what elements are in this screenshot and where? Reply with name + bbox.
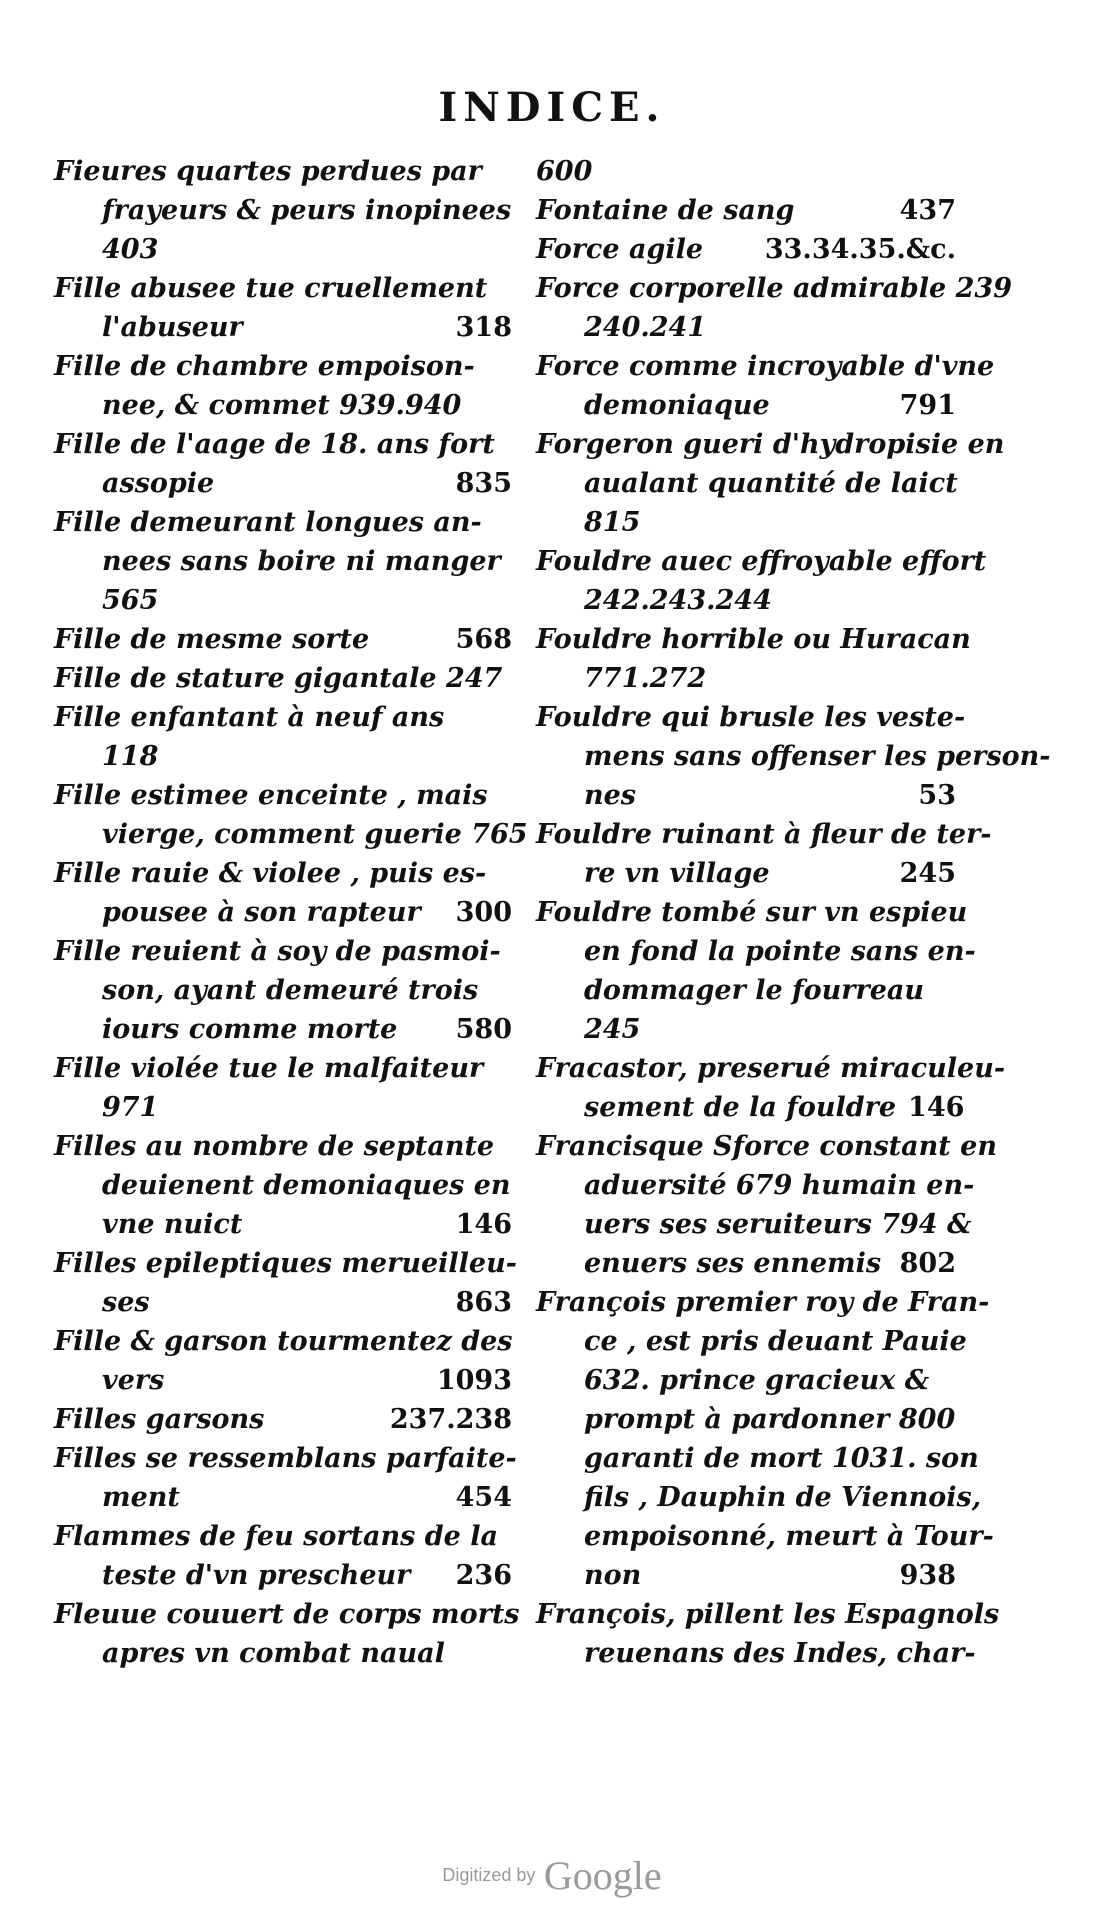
- index-page-number: [944, 581, 956, 620]
- index-entry-text: reuenans des Indes, char-: [584, 1638, 976, 1669]
- index-page-number: [976, 932, 988, 971]
- index-entry-text: Force corporelle admirable 239: [536, 273, 1012, 304]
- index-page-number: [500, 347, 512, 386]
- index-entry-line: [536, 1127, 997, 1166]
- index-entry-text: aduersité 679 humain en-: [584, 1170, 975, 1201]
- index-entry-line: [54, 542, 512, 581]
- index-page-number: [500, 503, 512, 542]
- index-entry-line: [536, 971, 956, 1010]
- index-entry-line: [54, 1439, 517, 1478]
- index-entry: [54, 1439, 517, 1517]
- index-page-number: [944, 971, 956, 1010]
- index-page-number: [500, 971, 512, 1010]
- index-entry: [54, 659, 512, 698]
- index-entry: [54, 1127, 512, 1244]
- index-entry-line: [54, 1049, 512, 1088]
- index-entry-line: [54, 776, 512, 815]
- index-entry-text: uers ses seruiteurs 794 &: [584, 1209, 972, 1240]
- index-entry-text: Fouldre auec effroyable effort: [536, 546, 987, 577]
- index-entry-text: frayeurs & peurs inopinees: [102, 195, 512, 226]
- index-entry-line: [536, 620, 971, 659]
- index-entry-line: [54, 386, 512, 425]
- index-entry-text: nee, & commet 939.940: [102, 390, 462, 421]
- index-entry-line: [54, 464, 512, 503]
- index-entry-line: [536, 425, 1005, 464]
- index-entry: [536, 1049, 1006, 1127]
- index-entry-line: [54, 1127, 512, 1166]
- index-entry-text: 118: [102, 741, 159, 772]
- index-entry-line: [536, 230, 956, 269]
- index-entry-text: Forgeron gueri d'hydropisie en: [536, 429, 1005, 460]
- index-page-number: [994, 347, 1006, 386]
- index-page-number: [967, 1322, 979, 1361]
- index-entry-line: [536, 1010, 956, 1049]
- index-entry-line: [536, 1322, 967, 1361]
- index-entry: [54, 347, 512, 425]
- index-entry: [536, 1283, 994, 1595]
- index-page-number: [976, 1634, 988, 1673]
- index-entry-line: [54, 1595, 520, 1634]
- index-entry-line: [54, 659, 512, 698]
- index-page-number: [500, 269, 512, 308]
- index-entry-line: [536, 464, 956, 503]
- index-entry-line: [536, 815, 992, 854]
- index-entry: [54, 1595, 520, 1673]
- index-entry-text: 240.241: [584, 312, 707, 343]
- index-entry-line: [54, 269, 512, 308]
- index-page-number: 437: [899, 195, 956, 226]
- index-entry-line: [54, 425, 512, 464]
- index-entry-text: 245: [584, 1014, 641, 1045]
- index-entry: [536, 1127, 997, 1283]
- index-entry: [54, 1517, 512, 1595]
- index-page-number: [517, 1439, 529, 1478]
- index-entry-line: [536, 1205, 972, 1244]
- index-page-number: [501, 542, 513, 581]
- index-entry-text: Fouldre qui brusle les veste-: [536, 702, 966, 733]
- index-page-number: [986, 542, 998, 581]
- index-page-number: 580: [455, 1014, 512, 1045]
- index-entry-text: Fille de l'aage de 18. ans fort: [54, 429, 495, 460]
- index-entry: [536, 191, 956, 230]
- index-page-number: 938: [899, 1560, 956, 1591]
- index-entry: [536, 815, 992, 893]
- index-entry-text: pousee à son rapteur: [102, 897, 421, 928]
- index-entry-text: 632. prince gracieux &: [584, 1365, 930, 1396]
- index-page-number: [971, 620, 983, 659]
- index-entry: [536, 269, 1012, 347]
- index-entry-line: [54, 1010, 512, 1049]
- index-page-number: [1050, 737, 1062, 776]
- index-entry-line: [536, 1517, 994, 1556]
- index-page-number: 802: [899, 1248, 956, 1279]
- index-entry-line: [54, 1556, 512, 1595]
- index-page-number: 33.34.35.&c.: [764, 234, 956, 265]
- index-entry: [54, 269, 512, 347]
- index-page-number: [958, 464, 970, 503]
- index-page-number: [520, 1595, 532, 1634]
- index-entry-line: [54, 932, 512, 971]
- index-entry-text: Filles garsons: [54, 1404, 265, 1435]
- index-page-number: [994, 1517, 1006, 1556]
- index-entry-line: [54, 347, 512, 386]
- index-entry-text: l'abuseur: [102, 312, 243, 343]
- index-page-number: [997, 1127, 1009, 1166]
- index-entry-text: fils , Dauphin de Viennois,: [584, 1482, 982, 1513]
- index-entry-line: [536, 1478, 982, 1517]
- index-entry-text: 565: [102, 585, 159, 616]
- index-entry-text: Fille de chambre empoison-: [54, 351, 475, 382]
- index-entry-line: [536, 269, 1012, 308]
- index-entry-line: [536, 1439, 979, 1478]
- index-entry-text: vers: [102, 1365, 165, 1396]
- index-entry-text: garanti de mort 1031. son: [584, 1443, 979, 1474]
- index-entry-line: [54, 1517, 512, 1556]
- index-entry-line: [536, 698, 966, 737]
- index-page-number: 237.238: [389, 1404, 512, 1435]
- index-entry-text: Fille & garson tourmentez des: [54, 1326, 513, 1357]
- index-entry-line: [536, 1361, 956, 1400]
- index-page-number: 791: [899, 390, 956, 421]
- index-entry-line: [54, 1088, 512, 1127]
- index-entry-text: nees sans boire ni manger: [102, 546, 501, 577]
- index-entry-line: [536, 1634, 976, 1673]
- index-page-number: [500, 776, 512, 815]
- index-entry-text: 815: [584, 507, 641, 538]
- index-entry-line: [536, 776, 956, 815]
- index-entry-text: Fille violée tue le malfaiteur: [54, 1053, 484, 1084]
- index-entry-line: [54, 815, 528, 854]
- index-entry-text: Fracastor, preserué miraculeu-: [536, 1053, 1006, 1084]
- index-page-number: 236: [455, 1560, 512, 1591]
- index-entry-text: nes: [584, 780, 637, 811]
- index-entry-line: [536, 1049, 1006, 1088]
- index-entry: [54, 1322, 512, 1400]
- index-entry-line: [536, 581, 956, 620]
- index-entry-text: ce , est pris deuant Pauie: [584, 1326, 967, 1357]
- index-page-number: [999, 1595, 1011, 1634]
- index-page-number: 245: [899, 858, 956, 889]
- index-entry-line: [54, 971, 512, 1010]
- index-page-number: 835: [455, 468, 512, 499]
- index-entry-line: [54, 152, 512, 191]
- index-page-number: [981, 1478, 993, 1517]
- index-page-number: [500, 1517, 512, 1556]
- index-entry-line: [54, 698, 512, 737]
- index-entry: [54, 425, 512, 503]
- index-page-number: [500, 581, 512, 620]
- index-page-number: [517, 1244, 529, 1283]
- index-column-left: [54, 152, 528, 1673]
- index-entry-text: re vn village: [584, 858, 770, 889]
- index-page-number: [971, 1205, 983, 1244]
- index-column-right: [536, 152, 1051, 1673]
- index-entry-line: [536, 542, 987, 581]
- index-page-number: [1004, 425, 1016, 464]
- index-entry: [54, 698, 512, 776]
- index-entry: [54, 503, 512, 620]
- index-entry-text: Francisque Sforce constant en: [536, 1131, 997, 1162]
- index-entry: [54, 1244, 517, 1322]
- index-entry-text: Fille de mesme sorte: [54, 624, 370, 655]
- index-entry-text: François, pillent les Espagnols: [536, 1599, 1000, 1630]
- index-entry: [536, 1595, 1000, 1673]
- index-entry-line: [536, 308, 956, 347]
- index-page-number: [965, 698, 977, 737]
- index-page-number: [500, 152, 512, 191]
- index-page-number: [979, 1439, 991, 1478]
- index-entry-line: [536, 1166, 975, 1205]
- index-entry-text: enuers ses ennemis: [584, 1248, 882, 1279]
- index-entry-line: [54, 1283, 512, 1322]
- index-page-number: [944, 308, 956, 347]
- index-entry-text: François premier roy de Fran-: [536, 1287, 990, 1318]
- index-page-number: [967, 893, 979, 932]
- index-entry-text: 600: [536, 156, 593, 187]
- index-entry-text: empoisonné, meurt à Tour-: [584, 1521, 994, 1552]
- google-logo-text: Google: [543, 1853, 662, 1898]
- index-page-number: 318: [455, 312, 512, 343]
- index-entry-line: [536, 1088, 965, 1127]
- index-entry-text: Fouldre horrible ou Huracan: [536, 624, 971, 655]
- index-entry-text: 403: [102, 234, 159, 265]
- index-entry-line: [54, 620, 512, 659]
- index-entry-line: [536, 1400, 956, 1439]
- index-entry-text: Fleuue couuert de corps morts: [54, 1599, 520, 1630]
- index-entry-text: Flammes de feu sortans de la: [54, 1521, 498, 1552]
- index-page-number: [511, 1166, 523, 1205]
- index-page-number: [992, 815, 1004, 854]
- index-entry-text: ment: [102, 1482, 180, 1513]
- page-header: INDICE.: [438, 84, 666, 131]
- index-page-number: [1012, 269, 1024, 308]
- index-entry: [536, 152, 956, 191]
- index-entry-line: [54, 893, 512, 932]
- index-entry: [536, 425, 1005, 542]
- index-entry-text: en fond la pointe sans en-: [584, 936, 976, 967]
- index-entry-line: [54, 1322, 512, 1361]
- index-entry-text: apres vn combat naual: [102, 1638, 445, 1669]
- index-entry: [54, 152, 512, 269]
- index-entry-line: [536, 1283, 990, 1322]
- index-entry-text: Fieures quartes perdues par: [54, 156, 482, 187]
- index-entry-text: vierge, comment guerie 765: [102, 819, 528, 850]
- index-entry-text: iours comme morte: [102, 1014, 398, 1045]
- index-entry-text: non: [584, 1560, 642, 1591]
- index-entry-line: [536, 737, 1051, 776]
- index-entry-line: [54, 1478, 512, 1517]
- index-entry-text: teste d'vn prescheur: [102, 1560, 411, 1591]
- index-page-number: [500, 854, 512, 893]
- index-page-number: [944, 1010, 956, 1049]
- index-page-number: [500, 386, 512, 425]
- index-entry-line: [536, 503, 956, 542]
- index-entry-text: assopie: [102, 468, 215, 499]
- index-entry: [54, 854, 512, 932]
- index-page-number: [500, 230, 512, 269]
- digitized-label: Digitized by: [442, 1865, 536, 1885]
- index-entry-text: Fouldre ruinant à fleur de ter-: [536, 819, 992, 850]
- index-entry-text: mens sans offenser les person-: [584, 741, 1051, 772]
- index-entry: [54, 1400, 512, 1439]
- index-entry-text: prompt à pardonner 800: [584, 1404, 956, 1435]
- index-entry-text: Filles epileptiques merueilleu-: [54, 1248, 517, 1279]
- index-page-number: [500, 425, 512, 464]
- index-entry: [536, 542, 987, 620]
- index-entry-line: [54, 1205, 512, 1244]
- index-entry-text: Fouldre tombé sur vn espieu: [536, 897, 968, 928]
- index-entry-line: [54, 581, 512, 620]
- index-page-number: [955, 1400, 967, 1439]
- index-entry: [54, 1049, 512, 1127]
- index-page-number: [500, 737, 512, 776]
- index-entry-line: [536, 854, 956, 893]
- index-entry-text: Fontaine de sang: [536, 195, 795, 226]
- index-entry-line: [536, 1244, 956, 1283]
- index-entry-line: [54, 737, 512, 776]
- index-page-number: 568: [455, 624, 512, 655]
- index-entry: [536, 893, 976, 1049]
- digitized-footer: [0, 1852, 1104, 1899]
- index-entry-text: 771.272: [584, 663, 707, 694]
- index-page-number: [511, 191, 523, 230]
- index-entry-text: Filles se ressemblans parfaite-: [54, 1443, 517, 1474]
- index-entry-line: [536, 191, 956, 230]
- index-entry-text: Fille enfantant à neuf ans: [54, 702, 445, 733]
- index-page-number: [500, 1088, 512, 1127]
- index-entry-text: deuienent demoniaques en: [102, 1170, 511, 1201]
- index-entry: [536, 698, 1051, 815]
- index-page-number: [944, 152, 956, 191]
- index-entry-text: dommager le fourreau: [584, 975, 925, 1006]
- index-entry-text: Fille de stature gigantale 247: [54, 663, 503, 694]
- index-page-number: 146: [908, 1092, 965, 1123]
- index-page-number: [944, 1361, 956, 1400]
- index-entry-line: [536, 347, 995, 386]
- index-page-number: [513, 1322, 525, 1361]
- index-entry-text: son, ayant demeuré trois: [102, 975, 479, 1006]
- index-page-number: [502, 659, 514, 698]
- index-entry: [536, 230, 956, 269]
- index-page-number: [500, 1127, 512, 1166]
- index-page-number: [974, 1166, 986, 1205]
- index-entry-line: [54, 308, 512, 347]
- index-entry-line: [536, 893, 968, 932]
- index-entry-line: [536, 152, 956, 191]
- index-entry-line: [54, 1400, 512, 1439]
- index-page-number: 53: [918, 780, 956, 811]
- index-entry-text: 971: [102, 1092, 159, 1123]
- index-page-number: 863: [455, 1287, 512, 1318]
- index-entry-text: Force agile: [536, 234, 704, 265]
- index-entry-text: aualant quantité de laict: [584, 468, 958, 499]
- index-page-number: 300: [455, 897, 512, 928]
- index-entry: [54, 620, 512, 659]
- index-page-number: [500, 1049, 512, 1088]
- index-entry-line: [54, 854, 512, 893]
- index-entry-text: Fille estimee enceinte , mais: [54, 780, 488, 811]
- index-entry-line: [54, 1244, 517, 1283]
- index-entry-line: [54, 191, 512, 230]
- index-page-number: 146: [455, 1209, 512, 1240]
- index-entry-line: [536, 386, 956, 425]
- index-page-number: 454: [455, 1482, 512, 1513]
- index-entry: [536, 347, 995, 425]
- index-entry-line: [54, 1361, 512, 1400]
- index-entry-text: Filles au nombre de septante: [54, 1131, 495, 1162]
- index-entry-text: Force comme incroyable d'vne: [536, 351, 995, 382]
- index-page-number: [500, 1634, 512, 1673]
- index-entry-text: Fille reuient à soy de pasmoi-: [54, 936, 501, 967]
- index-entry-text: 242.243.244: [584, 585, 772, 616]
- index-entry-text: vne nuict: [102, 1209, 243, 1240]
- index-page-number: [944, 503, 956, 542]
- index-entry-text: ses: [102, 1287, 150, 1318]
- index-page-number: [501, 932, 513, 971]
- index-entry-text: Fille rauie & violee , puis es-: [54, 858, 487, 889]
- index-entry-line: [54, 230, 512, 269]
- index-entry: [54, 932, 512, 1049]
- index-entry-line: [536, 932, 976, 971]
- index-entry-line: [54, 1634, 512, 1673]
- index-page-number: [944, 659, 956, 698]
- index-page-number: [500, 698, 512, 737]
- index-entry-text: Fille demeurant longues an-: [54, 507, 482, 538]
- index-entry-line: [536, 1595, 1000, 1634]
- index-page-number: 1093: [436, 1365, 512, 1396]
- index-entry-text: demoniaque: [584, 390, 770, 421]
- index-entry-line: [536, 659, 956, 698]
- index-page-number: [989, 1283, 1001, 1322]
- index-entry: [536, 620, 971, 698]
- index-entry-text: sement de la fouldre: [584, 1092, 897, 1123]
- index-entry-line: [536, 1556, 956, 1595]
- index-entry: [54, 776, 528, 854]
- index-page-number: [1005, 1049, 1017, 1088]
- index-entry-text: Fille abusee tue cruellement: [54, 273, 488, 304]
- index-entry-line: [54, 503, 512, 542]
- index-entry-line: [54, 1166, 512, 1205]
